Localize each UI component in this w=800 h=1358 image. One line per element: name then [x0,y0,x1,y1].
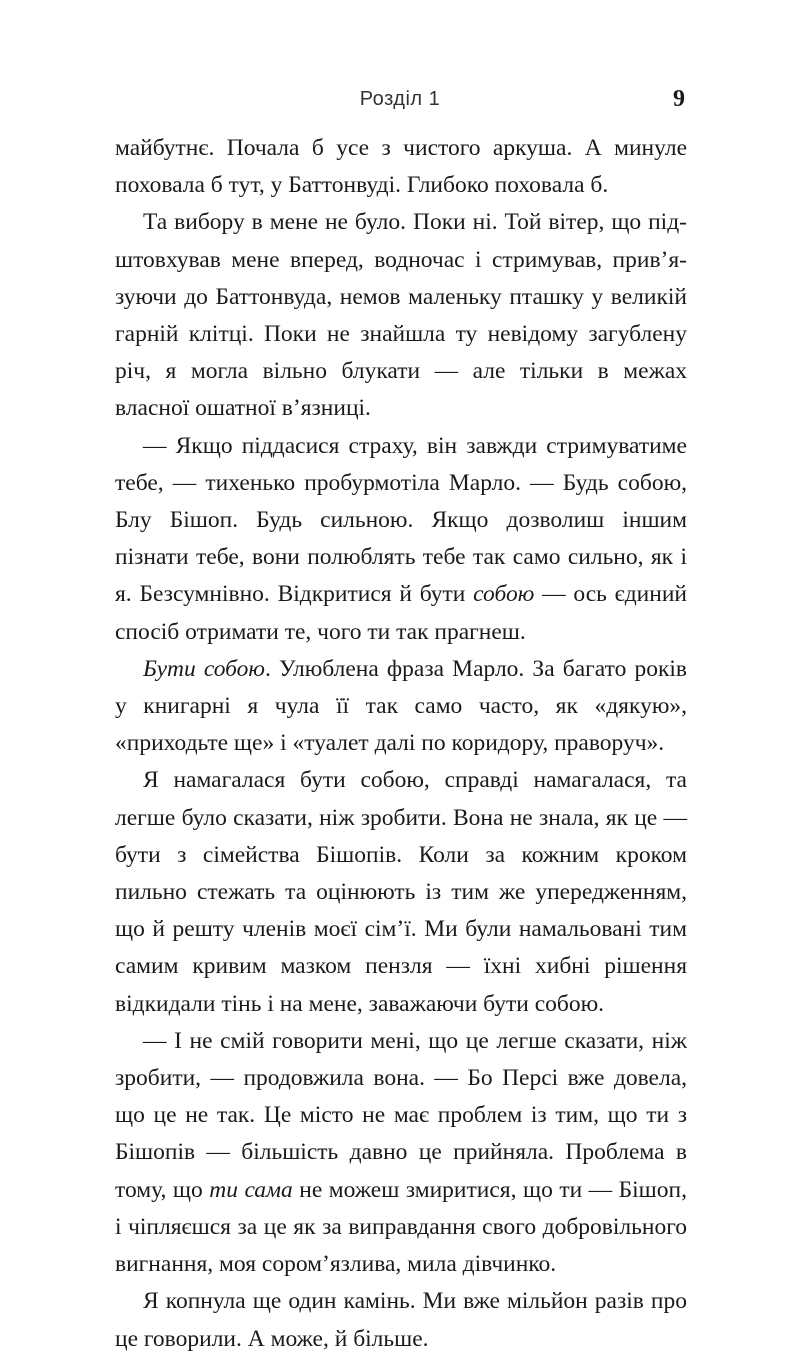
text-segment: Я намагалася бути собою, справді намагалася, та легше було сказати, ніж зробити. Вона не знала, як це — бути з сімейства Бішопів. Коли за кожним кроком пильно стежать та оцінюють із тим же упередженням, що й решту членів моєї сім’ї. Ми були намальовані тим самим кривим мазком пензля — їхні хибні рішення відкидали тінь і на мене, заважаючи бути собою. [115,767,687,1017]
paragraph [115,428,687,651]
italic-text: ти сама [209,1176,293,1203]
text-segment: — І не смій говорити мені, що це легше сказати, ніж зробити, — продовжила вона. — Бо Персі вже довела, що це не так. Це місто не має проблем із тим, що ти з Бішопів — більшість давно це прийняла. Проблема в тому, що [115,1027,687,1203]
italic-text: Бути собою [143,655,265,682]
paragraph [115,1283,687,1357]
text-segment: майбутнє. Почала б усе з чистого аркуша. А минуле поховала б тут, у Баттонвуді. Глибоко поховала б. [115,135,687,199]
paragraph [115,651,687,763]
text-segment: — ось єдиний спосіб отримати те, чого ти так прагнеш. [115,581,687,645]
page-header [115,88,685,118]
paragraph [115,204,687,427]
text-segment: не можеш змиритися, що ти — Бішоп, і чіпляєшся за це як за виправдання свого добровільного вигнання, моя сором’язлива, мила дівчинко. [115,1176,687,1278]
body-text [115,130,687,1358]
text-segment: — Якщо піддасися страху, він завжди стримуватиме тебе, — тихенько пробурмотіла Марло. — Будь собою, Блу Бішоп. Будь сильною. Якщо дозволиш іншим пізнати тебе, вони полюблять тебе так само сильно, як і я. Безсумнівно. Відкритися й бути [115,432,687,608]
text-segment: Я копнула ще один камінь. Ми вже мільйон разів про це говорили. А може, й більше. [115,1288,687,1352]
paragraph [115,1023,687,1283]
text-segment: Та вибору в мене не було. Поки ні. Той вітер, що підштовхував мене вперед, водночас і стримував, прив’язуючи до Баттонвуда, немов маленьку пташку у великій гарній клітці. Поки не знайшла ту невідому загублену річ, я могла вільно блукати — але тільки в межах власної ошатної в’язниці. [115,209,687,422]
paragraph [115,762,687,1022]
paragraph [115,130,687,204]
italic-text: собою [473,581,535,608]
text-segment: . Улюблена фраза Марло. За багато років у книгарні я чула її так само часто, як «дякую», «приходьте ще» і «туалет далі по коридору, праворуч». [115,655,687,757]
page-number: 9 [673,86,685,112]
running-head-chapter: Розділ 1 [359,88,441,110]
